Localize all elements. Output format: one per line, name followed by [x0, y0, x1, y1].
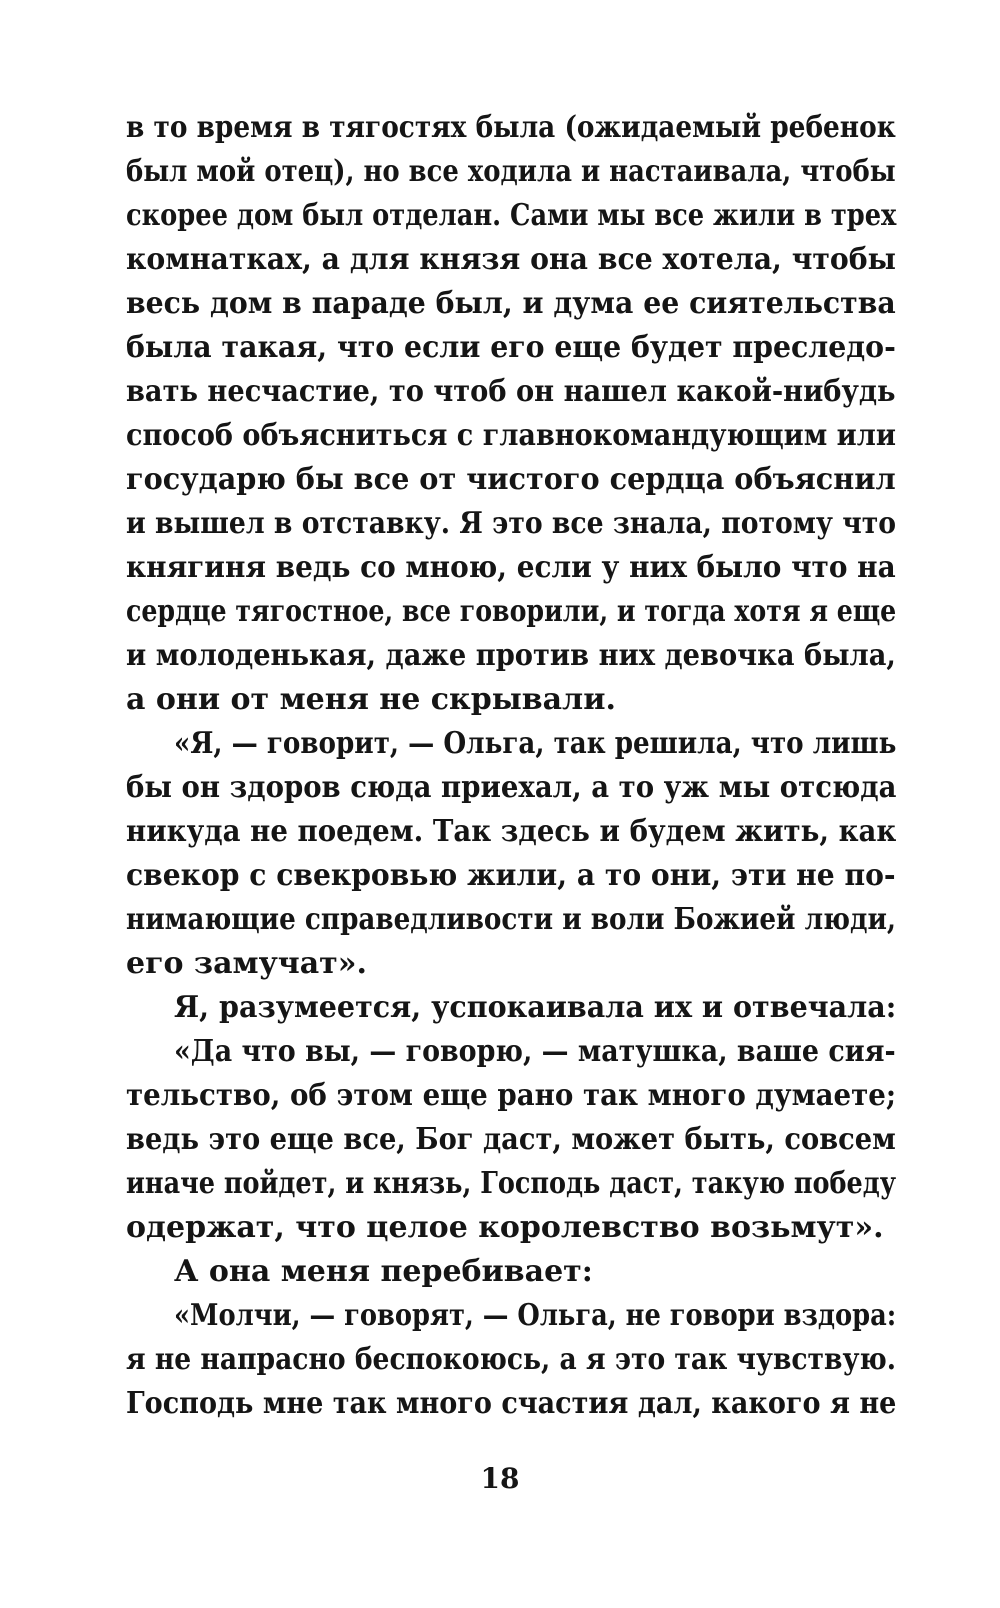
- text-line: комнатках, а для князя она все хотела, чтобы: [126, 242, 896, 277]
- text-line: бы он здоров сюда приехал, а то уж мы отсюда: [126, 770, 897, 805]
- text-line: была такая, что если его еще будет преследо-: [126, 330, 896, 365]
- text-line: и вышел в отставку. Я это все знала, потому что: [126, 506, 897, 541]
- text-line: княгиня ведь со мною, если у них было что на: [126, 550, 896, 585]
- text-line: иначе пойдет, и князь, Господь даст, такую победу: [126, 1166, 897, 1201]
- text-line: сердце тягостное, все говорили, и тогда хотя я еще: [126, 594, 897, 629]
- text-line: тельство, об этом еще рано так много думаете;: [126, 1078, 897, 1113]
- text-line: нимающие справедливости и воли Божией люди,: [126, 902, 897, 937]
- text-line: способ объясниться с главнокомандующим или: [126, 418, 896, 453]
- text-line: его замучат».: [126, 946, 367, 981]
- text-line: никуда не поедем. Так здесь и будем жить, как: [126, 814, 897, 849]
- text-line: в то время в тягостях была (ожидаемый ребенок: [126, 110, 896, 145]
- text-line: А она меня перебивает:: [174, 1254, 593, 1289]
- text-line: а они от меня не скрывали.: [126, 682, 616, 717]
- text-line: «Да что вы, — говорю, — матушка, ваше сия-: [174, 1034, 896, 1069]
- text-line: весь дом в параде был, и дума ее сиятельства: [126, 286, 896, 321]
- text-line: я не напрасно беспокоюсь, а я это так чувствую.: [126, 1342, 896, 1377]
- text-line: Господь мне так много счастия дал, какого я не: [126, 1386, 897, 1421]
- text-line: «Молчи, — говорят, — Ольга, не говори вздора:: [174, 1298, 897, 1333]
- text-line: вать несчастие, то чтоб он нашел какой-нибудь: [126, 374, 896, 409]
- text-line: свекор с свекровью жили, а то они, эти не по-: [126, 858, 896, 893]
- text-line: Я, разумеется, успокаивала их и отвечала:: [174, 990, 897, 1025]
- text-line: ведь это еще все, Бог даст, может быть, совсем: [126, 1122, 896, 1157]
- page-number: 18: [480, 1462, 520, 1495]
- text-line: и молоденькая, даже против них девочка была,: [126, 638, 896, 673]
- text-line: был мой отец), но все ходила и настаивала, чтобы: [126, 154, 896, 189]
- text-line: «Я, — говорит, — Ольга, так решила, что лишь: [174, 726, 897, 761]
- text-line: государю бы все от чистого сердца объяснил: [126, 462, 896, 497]
- text-line: скорее дом был отделан. Сами мы все жили в трех: [126, 198, 897, 233]
- text-line: одержат, что целое королевство возьмут».: [126, 1210, 884, 1245]
